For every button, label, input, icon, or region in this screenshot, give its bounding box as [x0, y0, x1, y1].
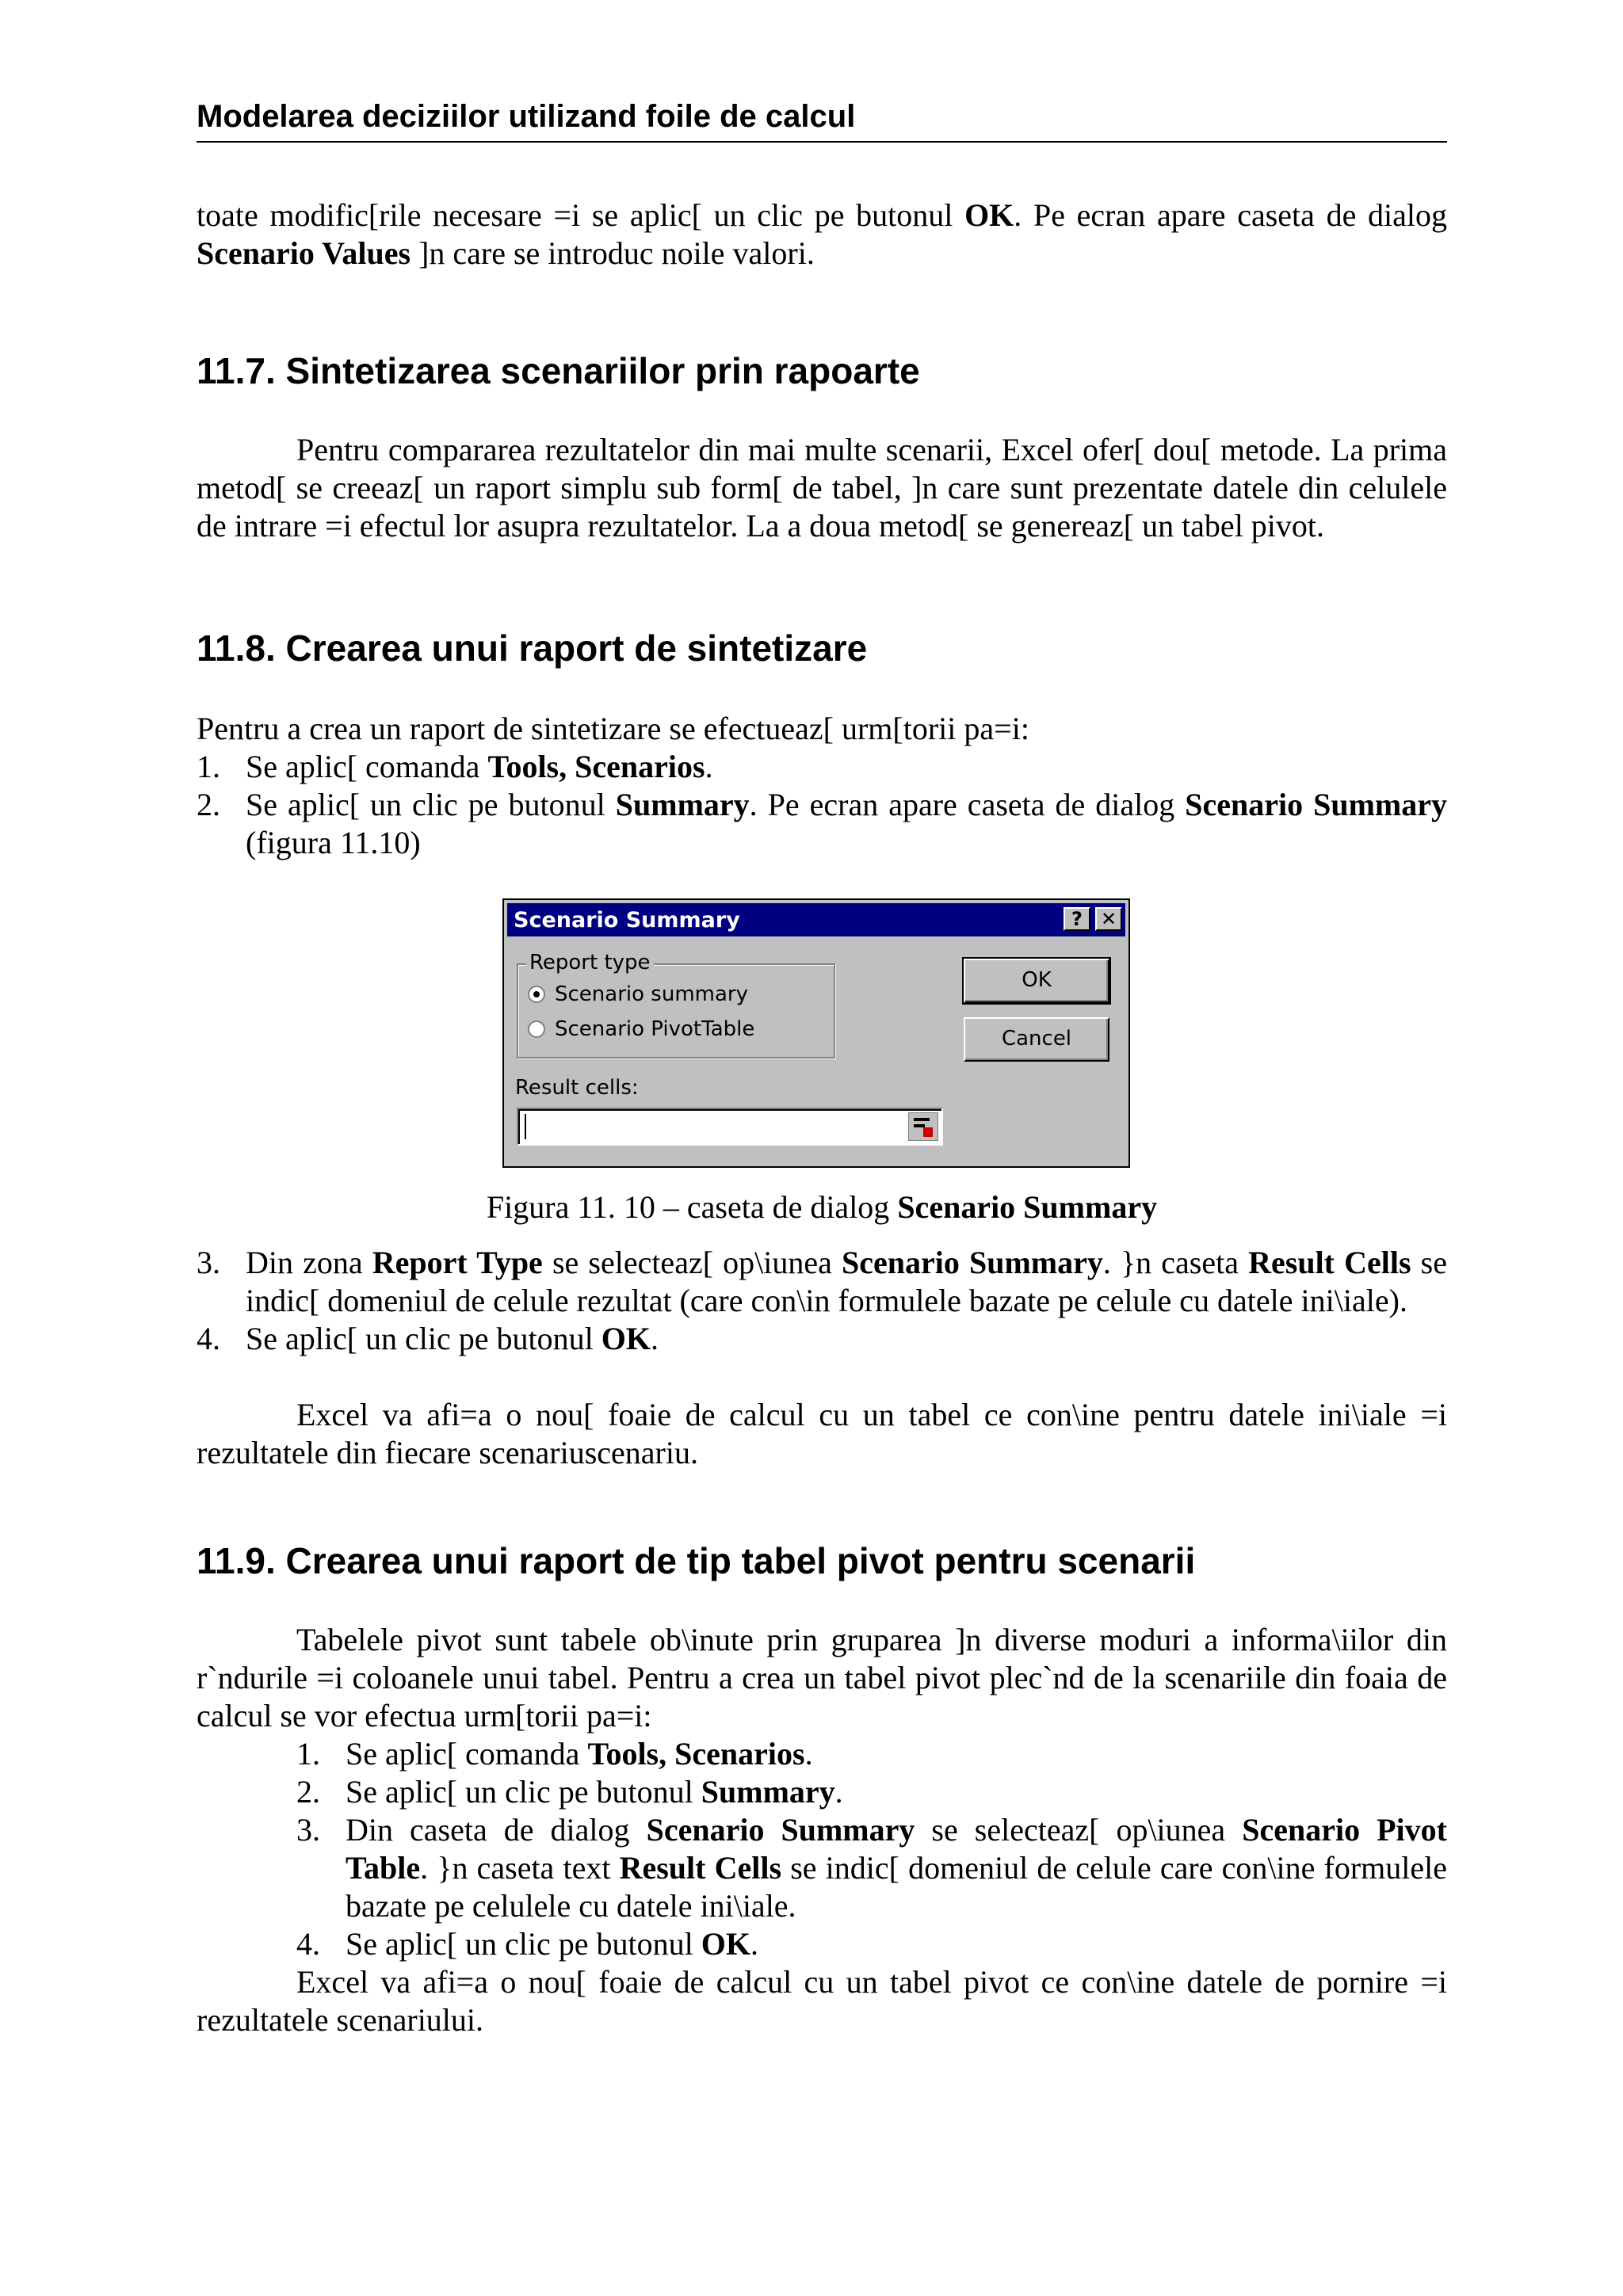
list-item: 2. Se aplic[ un clic pe butonul Summary.	[296, 1774, 843, 1810]
section-11-8-closing: Excel va afi=a o nou[ foaie de calcul cu un tabel ce con\ine pentru datele ini\iale =i rezultatele din fiecare scenariuscenariu.	[197, 1397, 1447, 1470]
list-item: 4. Se aplic[ un clic pe butonul OK.	[296, 1926, 759, 1962]
help-button[interactable]: ?	[1064, 907, 1090, 931]
report-type-group	[517, 951, 835, 1058]
list-item: 4. Se aplic[ un clic pe butonul OK.	[197, 1321, 659, 1356]
list-item: 2. Se aplic[ un clic pe butonul Summary. Pe ecran apare caseta de dialog Scenario Summary (figura 11.10)	[197, 787, 1447, 860]
dialog-titlebar	[507, 903, 1125, 936]
result-cells-label: Result cells:	[515, 1076, 639, 1100]
text-caret	[525, 1114, 526, 1139]
scenario-summary-dialog	[502, 898, 1130, 1168]
section-11-9-closing: Excel va afi=a o nou[ foaie de calcul cu un tabel pivot ce con\ine datele de pornire =i rezultatele scenariului.	[197, 1964, 1447, 2038]
section-11-9-heading: 11.9. Crearea unui raport de tip tabel pivot pentru scenarii	[197, 1540, 1196, 1581]
list-item: 3. Din caseta de dialog Scenario Summary se selecteaz[ op\iunea Scenario Pivot Table. }n caseta text Result Cells se indic[ domeniul de celule care con\ine formulele bazate pe celulele cu datele ini\iale.	[296, 1812, 1447, 1924]
section-11-7-paragraph: Pentru compararea rezultatelor din mai multe scenarii, Excel ofer[ dou[ metode. La prima metod[ se creeaz[ un raport simplu sub form[ de tabel, ]n care sunt prezentate datele din celulele de intrare =i efectul lor asupra rezultatelor. La a doua metod[ se genereaz[ un tabel pivot.	[197, 432, 1447, 543]
ok-button[interactable]: OK	[964, 959, 1109, 1003]
section-11-8-steps: Pentru a crea un raport de sintetizare se efectueaz[ urm[torii pa=i: 1. Se aplic[ comanda Tools, Scenarios. 2. Se aplic[ un clic pe butonul Summary. Pe ecran apare caseta de dialog Scenario Summary (figura 11.10)	[197, 711, 1447, 860]
radio-unchecked-icon[interactable]	[528, 1020, 545, 1038]
section-11-9-steps	[296, 1735, 1447, 1963]
section-11-8-steps-continued	[197, 1244, 1447, 1472]
section-11-8-heading: 11.8. Crearea unui raport de sintetizare	[197, 627, 868, 669]
figure-caption: Figura 11. 10 – caseta de dialog Scenario Summary	[486, 1189, 1158, 1225]
list-item: 1. Se aplic[ comanda Tools, Scenarios.	[296, 1736, 813, 1772]
steps-list	[197, 748, 1447, 862]
intro-paragraph: toate modific[rile necesare =i se aplic[ un clic pe butonul OK. Pe ecran apare caseta de dialog Scenario Values ]n care se introduc noile valori.	[197, 197, 1448, 271]
section-11-7-heading: 11.7. Sintetizarea scenariilor prin rapoarte	[197, 350, 920, 391]
collapse-dialog-icon[interactable]	[908, 1112, 938, 1141]
list-item: 3. Din zona Report Type se selecteaz[ op\iunea Scenario Summary. }n caseta Result Cells se indic[ domeniul de celule rezultat (care con\in formulele bazate pe celule cu datele ini\iale).	[197, 1245, 1447, 1318]
cancel-button[interactable]: Cancel	[964, 1017, 1109, 1062]
dialog-title: Scenario Summary	[514, 908, 740, 933]
close-button[interactable]: ✕	[1095, 907, 1122, 931]
radio-scenario-summary[interactable]: Scenario summary	[528, 982, 748, 1006]
list-item: 1. Se aplic[ comanda Tools, Scenarios.	[197, 749, 713, 784]
report-type-label: Report type	[526, 951, 654, 974]
running-header: Modelarea deciziilor utilizand foile de calcul	[197, 97, 1447, 143]
radio-checked-icon[interactable]	[528, 986, 545, 1003]
result-cells-input[interactable]	[517, 1108, 943, 1146]
radio-scenario-pivottable[interactable]: Scenario PivotTable	[528, 1017, 754, 1041]
section-11-9-body: Tabelele pivot sunt tabele ob\inute prin gruparea ]n diverse moduri a informa\iilor din r`ndurile =i coloanele unui tabel. Pentru a crea un tabel pivot plec`nd de la scenariile din foaia de calcul se vor efectua urm[torii pa=i:	[197, 1622, 1447, 1733]
